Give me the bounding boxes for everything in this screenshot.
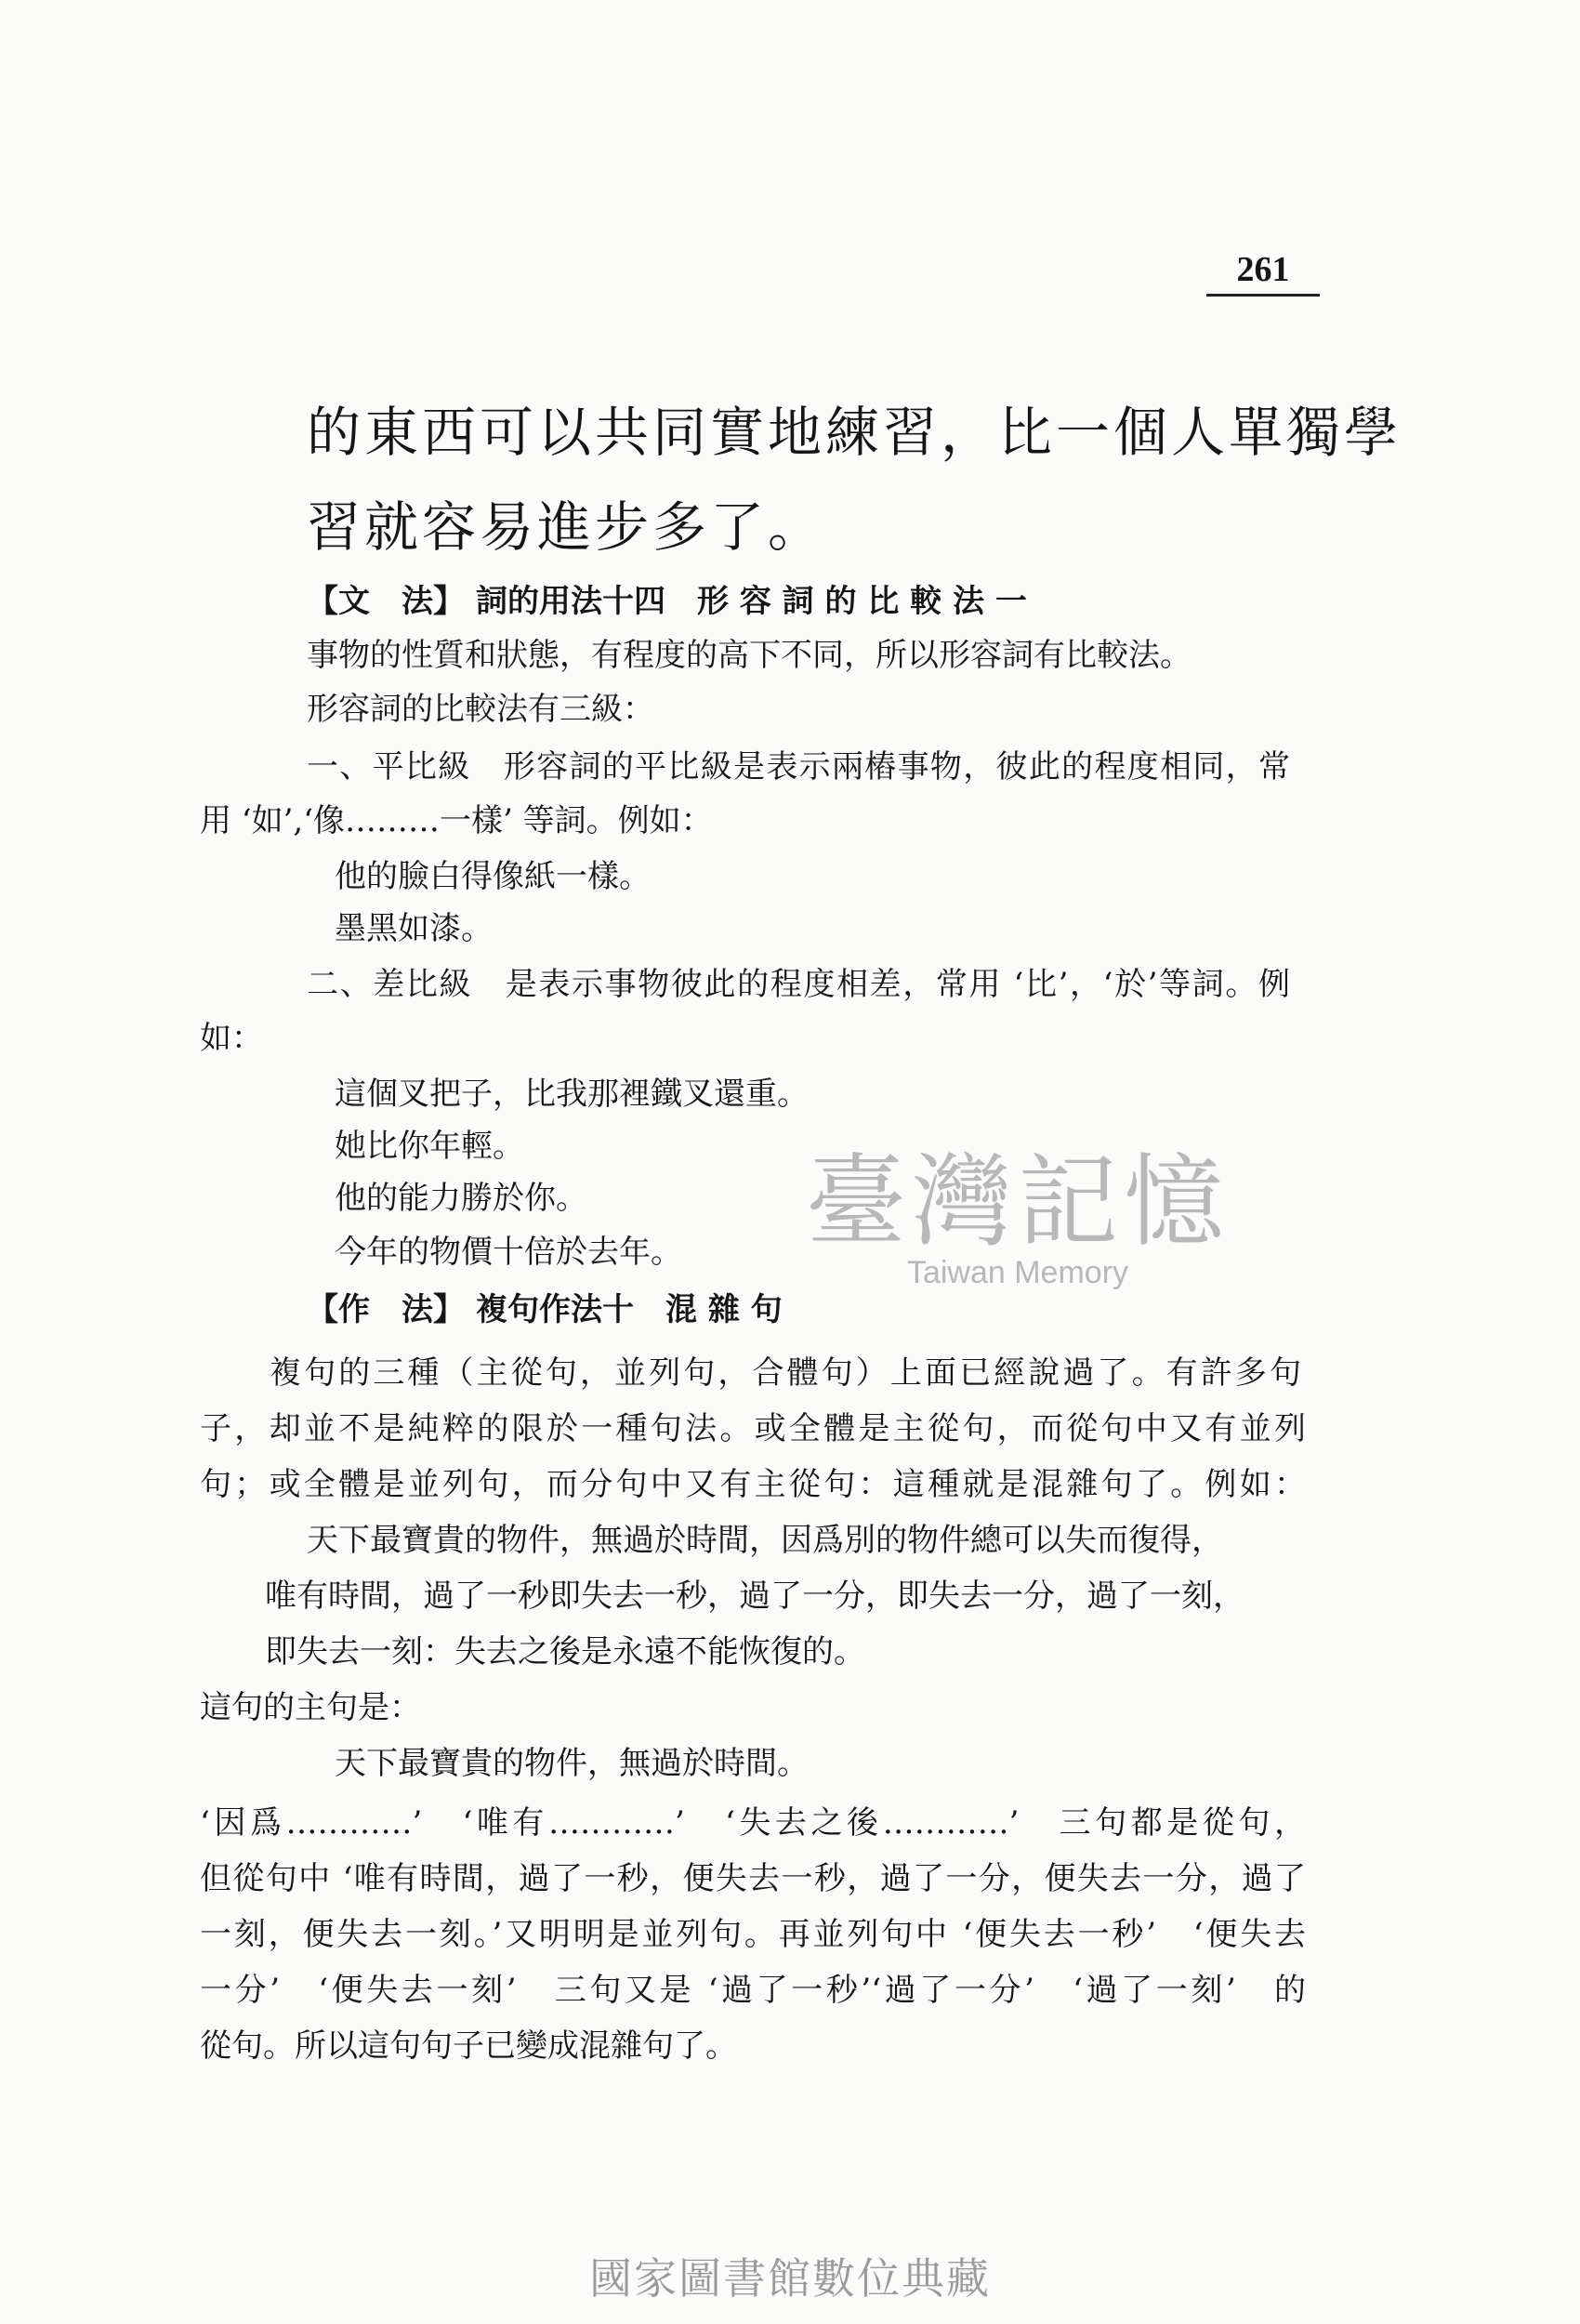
library-footer: 國家圖書館數位典藏 (589, 2253, 991, 2304)
level2-example-3: 他的能力勝於你。 (335, 1180, 587, 1217)
main-clause-label: 這句的主句是： (200, 1689, 421, 1726)
composition-tag: 【作 法】 (307, 1291, 465, 1328)
main-clause: 天下最寶貴的物件，無過於時間。 (335, 1745, 809, 1782)
level2-line-1: 二、差比級 是表示事物彼此的程度相差，常用 ‘比’，‘於’等詞。例 (307, 966, 1290, 1003)
level1-example-2: 墨黑如漆。 (335, 910, 493, 947)
level2-example-2: 她比你年輕。 (335, 1128, 524, 1165)
composition-p2-line-4: 一分’ ‘便失去一刻’ 三句又是 ‘過了一秒’‘過了一分’ ‘過了一刻’ 的 (200, 1972, 1306, 2009)
grammar-heading (307, 583, 1413, 620)
level2-example-1: 這個叉把子，比我那裡鐵叉還重。 (335, 1076, 809, 1113)
grammar-intro-2: 形容詞的比較法有三級： (307, 691, 654, 728)
composition-p2-line-3: 一刻，便失去一刻。’又明明是並列句。再並列句中 ‘便失去一秒’ ‘便失去 (200, 1916, 1306, 1953)
level1-line-1: 一、平比級 形容詞的平比級是表示兩樁事物，彼此的程度相同，常 (307, 748, 1290, 786)
composition-p1-line-3: 句；或全體是並列句，而分句中又有主從句：這種就是混雜句了。例如： (200, 1466, 1306, 1503)
level1-line-2: 用 ‘如’,‘像………一樣’ 等詞。例如： (200, 802, 713, 839)
taiwan-memory-watermark (776, 1144, 1259, 1291)
composition-title: 複句作法十 混 雜 句 (476, 1291, 783, 1328)
watermark-english: Taiwan Memory (906, 1254, 1129, 1290)
composition-p1-line-1: 複句的三種（主從句，並列句，合體句）上面已經說過了。有許多句 (270, 1354, 1301, 1392)
opening-line-1: 的東西可以共同實地練習，比一個人單獨學 (307, 401, 1402, 464)
page-number: 261 (1206, 249, 1320, 297)
composition-p2-line-5: 從句。所以這句句子已變成混雜句了。 (200, 2027, 737, 2065)
level2-example-4: 今年的物價十倍於去年。 (335, 1234, 682, 1271)
level1-example-1: 他的臉白得像紙一樣。 (335, 858, 651, 895)
watermark-chinese: 臺灣記憶 (805, 1144, 1230, 1261)
grammar-intro-1: 事物的性質和狀態，有程度的高下不同，所以形容詞有比較法。 (307, 637, 1192, 674)
grammar-tag: 【文 法】 (307, 583, 465, 620)
composition-p1-line-2: 子，却並不是純粹的限於一種句法。或全體是主從句，而從句中又有並列 (200, 1410, 1306, 1447)
example-line-2: 唯有時間，過了一秒即失去一秒，過了一分，即失去一分，過了一刻， (265, 1578, 1244, 1615)
level2-line-2: 如： (200, 1020, 263, 1057)
composition-p2-line-1: ‘因爲…………’ ‘唯有…………’ ‘失去之後…………’ 三句都是從句， (200, 1804, 1306, 1842)
grammar-title: 詞的用法十四 形 容 詞 的 比 較 法 一 (476, 583, 1027, 620)
example-line-1: 天下最寶貴的物件，無過於時間，因爲別的物件總可以失而復得， (307, 1522, 1223, 1559)
composition-heading (307, 1291, 1413, 1328)
composition-p2-line-2: 但從句中 ‘唯有時間，過了一秒，便失去一秒，過了一分，便失去一分，過了 (200, 1860, 1306, 1897)
opening-line-2: 習就容易進步多了。 (307, 495, 826, 559)
example-line-3: 即失去一刻：失去之後是永遠不能恢復的。 (265, 1633, 865, 1670)
